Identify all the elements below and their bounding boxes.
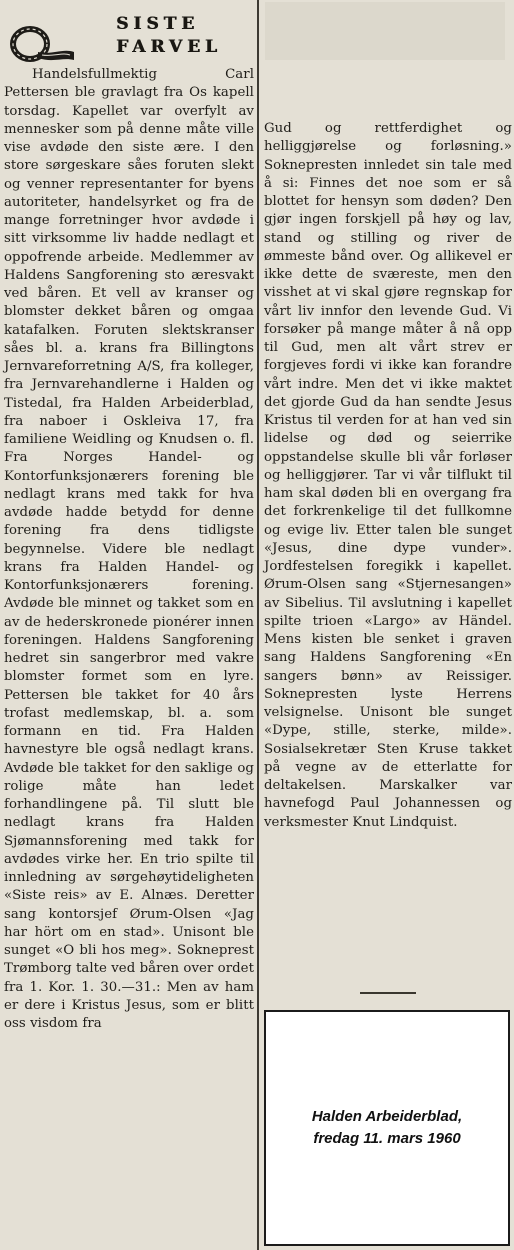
caption-line1: Halden Arbeiderblad, [311, 1108, 463, 1125]
column-divider [257, 0, 259, 1250]
header-title-line2: FARVEL [116, 37, 222, 57]
header-title-line1: SISTE [116, 14, 200, 34]
article-column-left [4, 66, 254, 1033]
source-caption-box [264, 1010, 510, 1246]
article-column-right [264, 120, 512, 832]
separator-rule [360, 992, 416, 994]
wreath-icon [8, 22, 78, 64]
caption-line2: fredag 11. mars 1960 [313, 1130, 461, 1147]
source-caption [266, 1106, 508, 1150]
article-paragraph: Handelsfullmektig Carl Pettersen ble gravlagt fra Os kapell torsdag. Kapellet var overfylt av mennesker som på denne måte ville vise avdøde den siste ære. I den store sørgeskare såes foruten slekt og venner representanter for byens autoriteter, handelsyrket og fra de mange forretninger hvor avdøde i sitt virksomme liv hadde nedlagt et oppofrende arbeide. Medlemmer av Haldens Sangforening sto æresvakt ved båren. Et vell av kranser og blomster dekket båren og omgaa katafalken. Foruten slektskranser såes bl. a. krans fra Billingtons Jernvareforretning A/S, fra kolleger, fra Jernvarehandlerne i Halden og Tistedal, fra Halden Arbeiderblad, fra naboer i Oskleiva 17, fra familiene Weidling og Knudsen o. fl. Fra Norges Handel- og Kontorfunksjonærers forening ble nedlagt krans med takk for hva avdøde hadde betydd for denne forening fra dens tidligste begynnelse. Videre ble nedlagt krans fra Halden Handel- og Kontorfunksjonærers forening. Avdøde ble minnet og takket som en av de hederskronede pionérer innen foreningen. Haldens Sangforening hedret sin sangerbror med vakre blomster formet som en lyre. Pettersen ble takket for 40 års trofast medlemskap, bl. a. som formann en tid. Fra Halden havnestyre ble også nedlagt krans. Avdøde ble takket for den saklige og rolige måte han ledet forhandlingene på. Til slutt ble nedlagt krans fra Halden Sjømannsforening med takk for avdødes virke her. En trio spilte til innledning av sørgehøytideligheten «Siste reis» av E. Alnæs. Deretter sang kontorsjef Ørum-Olsen «Jag har hört om en stad». Unisont ble sunget «O bli hos meg». Sokneprest Trømborg talte ved båren over ordet fra 1. Kor. 1. 30.—31.: Men av ham er dere i Kristus Jesus, som er blitt oss visdom fra [4, 67, 254, 1031]
article-paragraph: Gud og rettferdighet og helliggjørelse og forløsning.» Soknepresten innledet sin tale med å si: Finnes det noe som er så blottet for hensyn som døden? Den gjør ingen forskjell på høy og lav, stand og stilling og river de ømmeste bånd over. Og allikevel er ikke dette de sværeste, men den visshet at vi skal gjøre regnskap for vårt liv innfor den levende Gud. Vi forsøker på mange måter å nå opp til Gud, men alt vårt strev er forgjeves fordi vi ikke kan forandre vårt indre. Men det vi ikke maktet det gjorde Gud da han sendte Jesus Kristus til verden for at han ved sin lidelse og død og seierrike oppstandelse skulle bli vår forløser og helliggjører. Tar vi vår tilflukt til ham skal døden bli en overgang fra det forkrenkelige til det fullkomne og evige liv. Etter talen ble sunget «Jesus, dine dype vunder». Jordfestelsen foregikk i kapellet. Ørum-Olsen sang «Stjernesangen» av Sibelius. Til avslutning i kapellet spilte trioen «Largo» av Händel. Mens kisten ble senket i graven sang Haldens Sangforening «En sangers bønn» av Reissiger. Soknepresten lyste Herrens velsignelse. Unisont ble sunget «Dype, stille, sterke, milde». Sosialsekretær Sten Kruse takket på vegne av de etterlatte for deltakelsen. Marskalker var havnefogd Paul Johannessen og verksmester Knut Lindquist. [264, 121, 512, 830]
obituary-header [6, 10, 252, 66]
blank-area [265, 2, 505, 60]
